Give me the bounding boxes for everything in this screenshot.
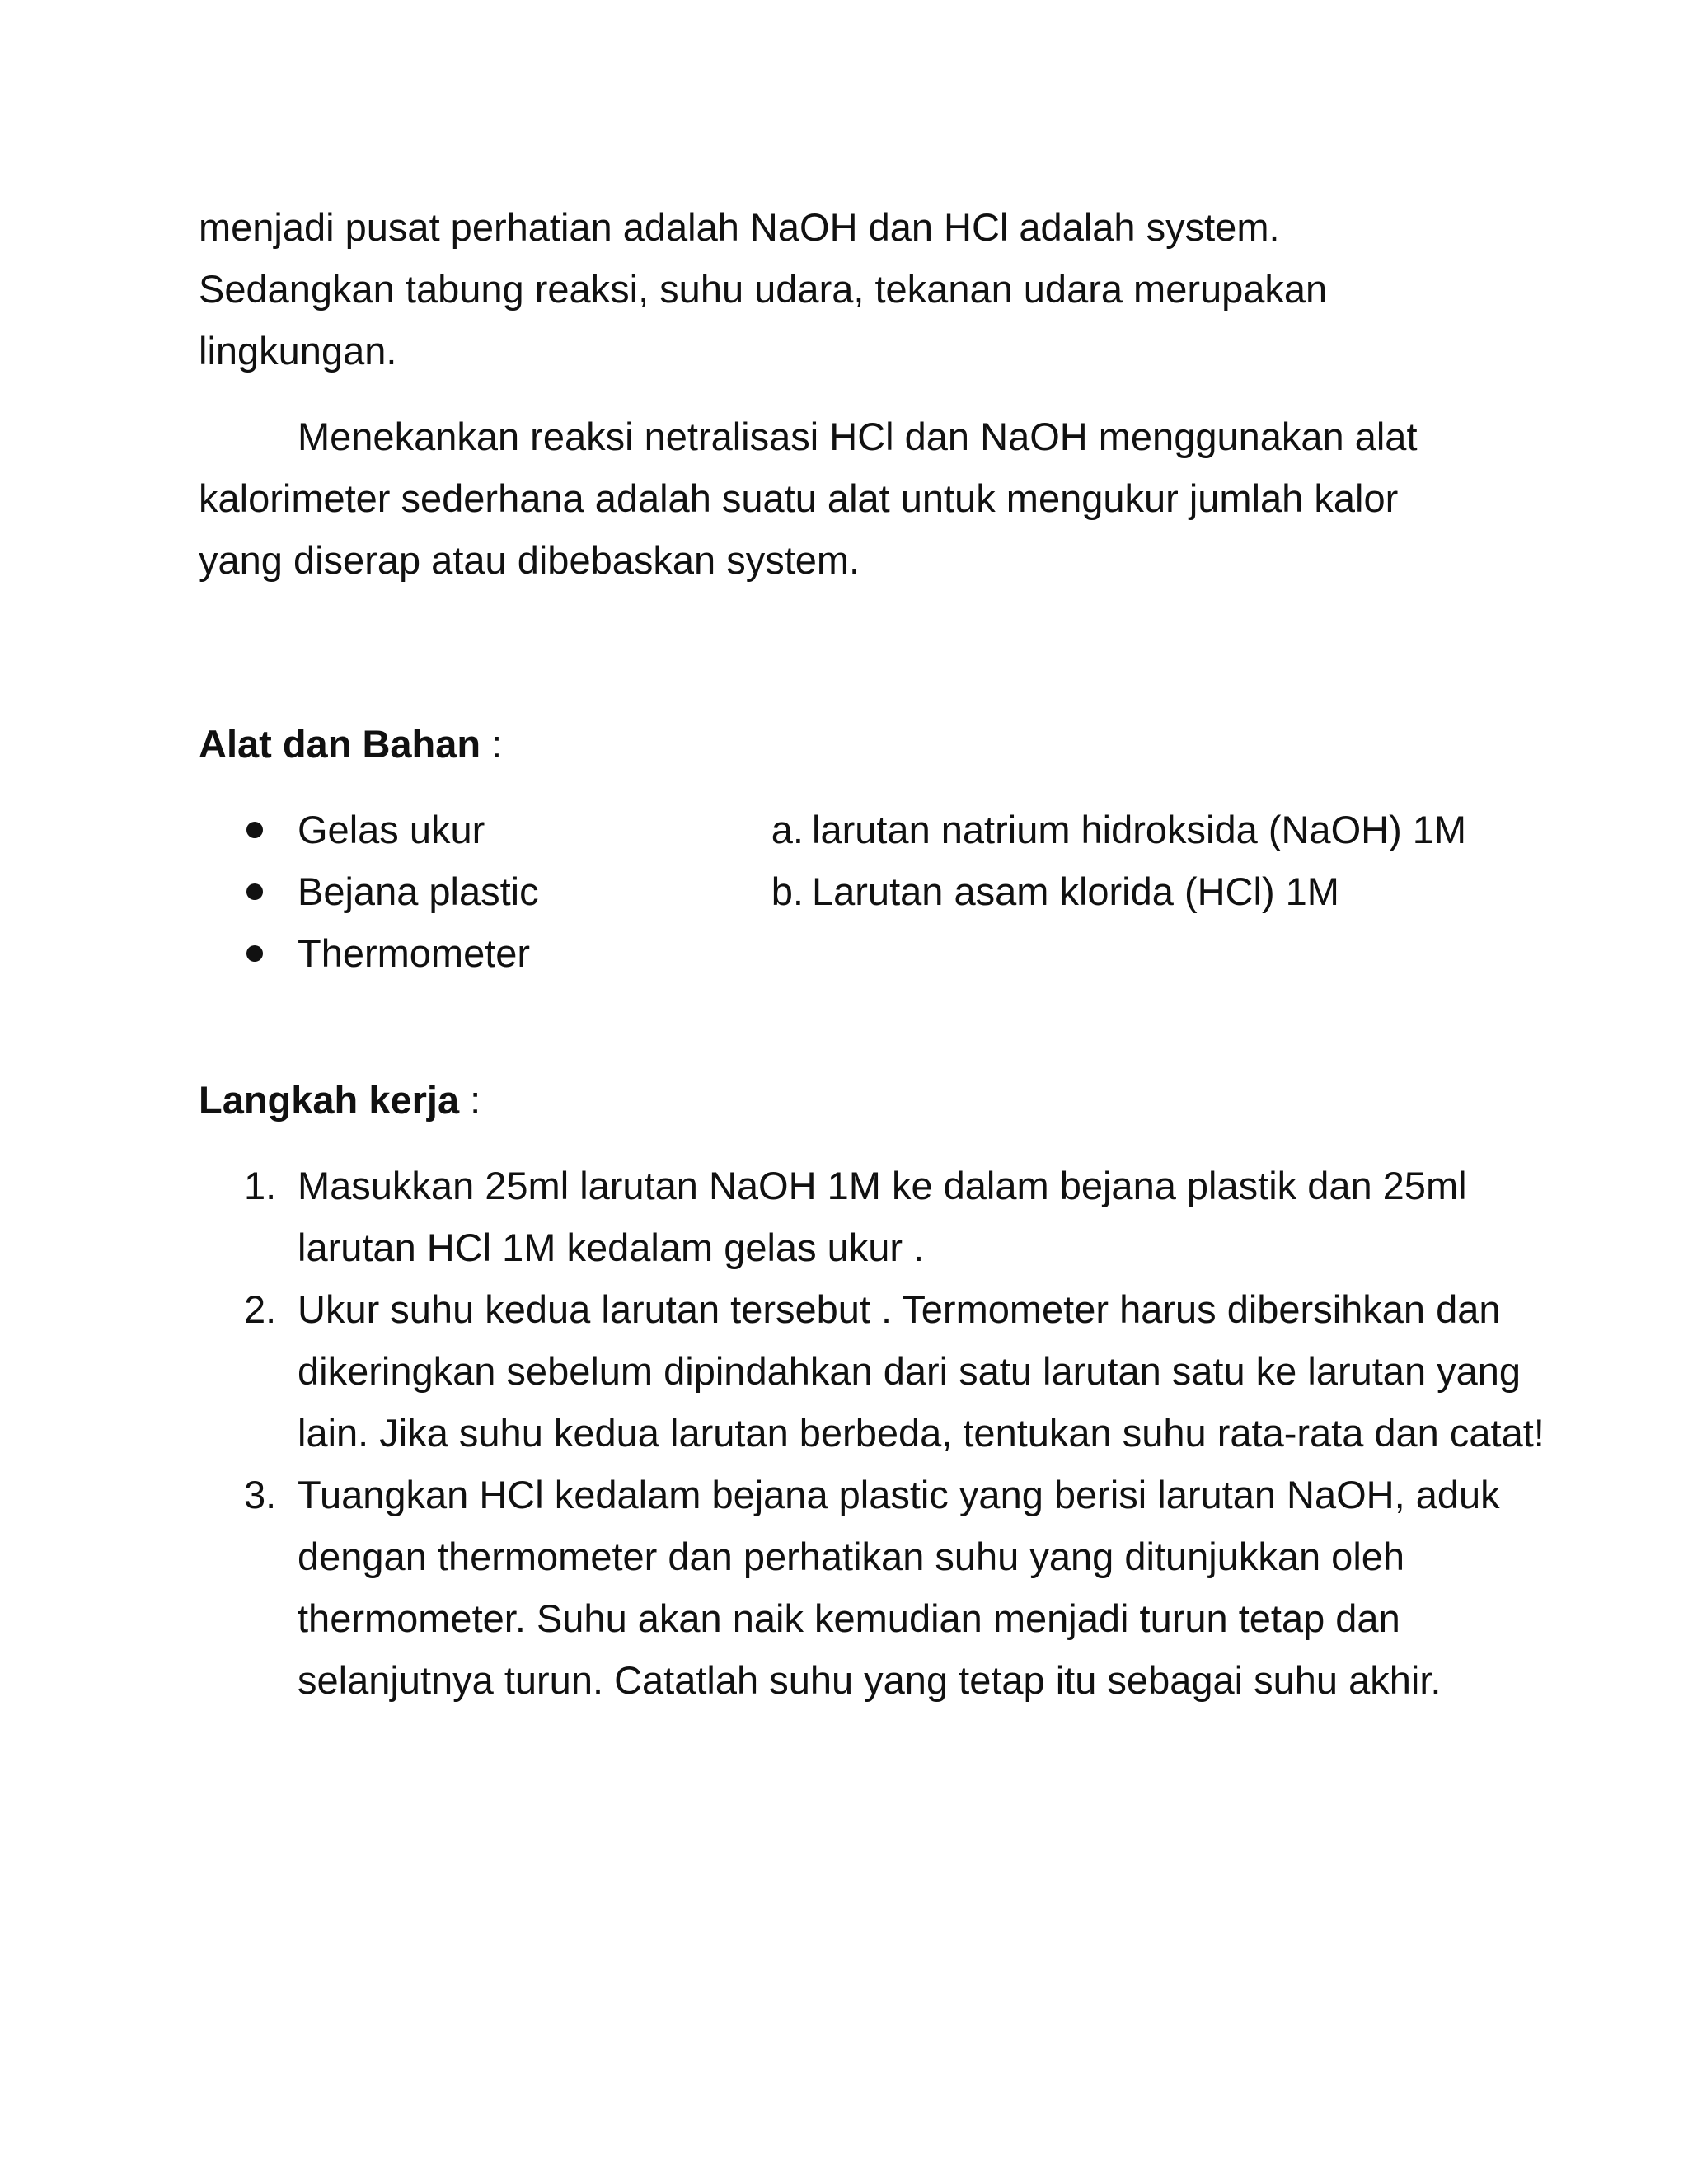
step-text: Tuangkan HCl kedalam bejana plastic yang berisi larutan NaOH, aduk dengan thermometer dan perhatikan suhu yang ditunjukkan oleh thermometer. Suhu akan naik kemudian menjadi turun tetap dan selanjutnya turun. Catatlah suhu yang tetap itu sebagai suhu akhir. <box>298 1473 1500 1702</box>
chemical-label: a. <box>771 808 804 851</box>
chemical-text: Larutan asam klorida (HCl) 1M <box>812 869 1339 913</box>
step-item <box>199 1278 1567 1464</box>
intro-paragraph-1: menjadi pusat perhatian adalah NaOH dan HCl adalah system. Sedangkan tabung reaksi, suhu udara, tekanan udara merupakan lingkungan. <box>199 205 1328 373</box>
intro-paragraph-2: Menekankan reaksi netralisasi HCl dan NaOH menggunakan alat kalorimeter sederhana adalah suatu alat untuk mengukur jumlah kalor yang diserap atau dibebaskan system. <box>199 415 1418 582</box>
step-number: 3. <box>244 1473 277 1516</box>
bullet-icon <box>246 883 263 900</box>
chemical-item <box>759 799 1517 860</box>
materials-heading-colon: : <box>481 722 503 766</box>
step-item <box>199 1155 1484 1278</box>
tool-item <box>199 922 726 984</box>
materials-section <box>199 799 1517 984</box>
page-content <box>199 196 1545 1711</box>
step-number: 2. <box>244 1287 277 1331</box>
procedure-heading <box>199 1069 1517 1131</box>
chemical-item <box>759 860 1517 922</box>
bullet-icon <box>246 822 263 838</box>
tool-text: Gelas ukur <box>298 808 485 851</box>
step-text: Ukur suhu kedua larutan tersebut . Termometer harus dibersihkan dan dikeringkan sebelum dipindahkan dari satu larutan satu ke larutan yang lain. Jika suhu kedua larutan berbeda, tentukan suhu rata-rata dan catat! <box>298 1287 1545 1455</box>
tool-item <box>199 799 726 860</box>
materials-heading-text: Alat dan Bahan <box>199 722 481 766</box>
chemical-label: b. <box>771 869 804 913</box>
chemical-text: larutan natrium hidroksida (NaOH) 1M <box>812 808 1467 851</box>
step-number: 1. <box>244 1164 277 1207</box>
materials-heading <box>199 713 1517 775</box>
tools-list <box>199 799 726 984</box>
procedure-heading-text: Langkah kerja <box>199 1078 460 1122</box>
tool-text: Thermometer <box>298 931 531 975</box>
step-item <box>199 1464 1559 1711</box>
chemicals-list <box>759 799 1517 922</box>
steps-list <box>199 1155 1545 1711</box>
step-text: Masukkan 25ml larutan NaOH 1M ke dalam bejana plastik dan 25ml larutan HCl 1M kedalam gelas ukur . <box>298 1164 1467 1269</box>
bullet-icon <box>246 945 263 962</box>
tool-item <box>199 860 726 922</box>
procedure-heading-colon: : <box>459 1078 481 1122</box>
tool-text: Bejana plastic <box>298 869 539 913</box>
